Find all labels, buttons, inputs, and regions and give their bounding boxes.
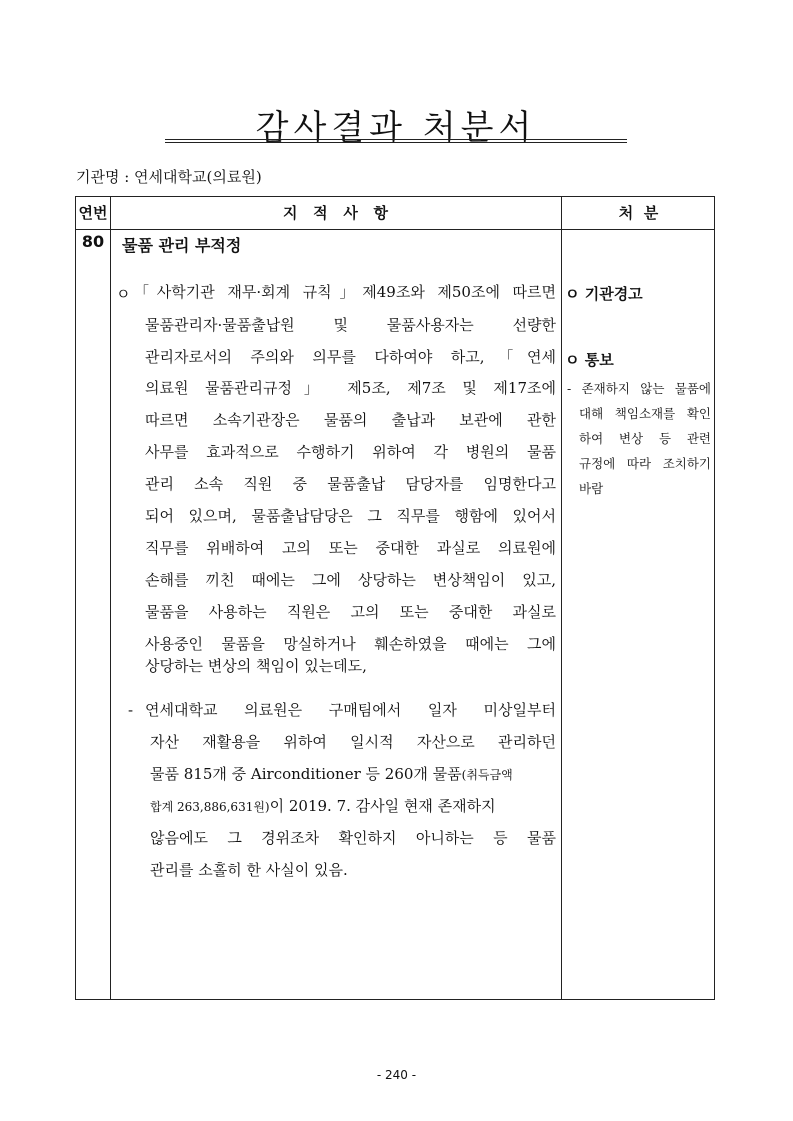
title-underline [165,139,627,143]
finding-text-small: 합계 263,886,631원) [150,800,270,814]
finding-line: 물품을 사용하는 직원은 고의 또는 중대한 과실로 [145,603,556,621]
disposition-note-line: 규정에 따라 조치하기 [579,456,711,471]
finding-heading: 물품 관리 부적정 [122,236,242,255]
finding-text: 물품 815개 중 Airconditioner 등 260개 물품 [150,765,462,783]
header-number: 연번 [78,204,108,222]
finding-line: 상당하는 변상의 책임이 있는데도, [145,657,367,675]
dash-mark: - [128,701,134,719]
row-number: 80 [81,232,105,251]
header-findings: 지 적 사 항 [283,204,388,222]
bullet-mark: ㅇ [116,285,131,303]
audit-table [75,196,715,1000]
disposition-note-line: 바람 [579,481,604,496]
finding-line: 관리를 소홀히 한 사실이 있음. [150,861,348,879]
institution-name: 기관명 : 연세대학교(의료원) [76,168,262,186]
finding-line [150,795,556,816]
finding-line: 관리 소속 직원 중 물품출납 담당자를 임명한다고 [145,475,556,493]
finding-line: 사용중인 물품을 망실하거나 훼손하였을 때에는 그에 [145,635,556,653]
finding-line: 물품관리자·물품출납원 및 물품사용자는 선량한 [145,316,556,334]
header-divider [76,229,714,230]
finding-line [150,763,556,784]
disposition-note-line: 대해 책임소재를 확인 [579,406,711,421]
disposition-note-line: - 존재하지 않는 물품에 [567,381,711,396]
finding-line: 「사학기관 재무·회계 규칙」제49조와 제50조에 따르면 [134,283,556,301]
finding-line: 되어 있으며, 물품출납담당은 그 직무를 행함에 있어서 [145,507,556,525]
finding-text: 이 2019. 7. 감사일 현재 존재하지 [269,797,496,815]
finding-line: 관리자로서의 주의와 의무를 다하여야 하고,「연세 [145,348,556,366]
finding-line: 않음에도 그 경위조차 확인하지 아니하는 등 물품 [150,829,556,847]
finding-text-small: (취득금액 [461,768,513,782]
header-disposition: 처 분 [618,204,659,222]
finding-line: 자산 재활용을 위하여 일시적 자산으로 관리하던 [150,733,556,751]
disposition-note-line: 하여 변상 등 관련 [579,431,711,446]
disposition-institution-warning: ㅇ 기관경고 [565,285,643,303]
disposition-notice: ㅇ 통보 [565,351,614,369]
finding-line: 사무를 효과적으로 수행하기 위하여 각 병원의 물품 [145,443,556,461]
page-title: 감사결과 처분서 [255,108,537,148]
finding-line: 의료원 물품관리규정」 제5조, 제7조 및 제17조에 [145,379,556,397]
column-divider [110,197,111,999]
finding-line: 따르면 소속기관장은 물품의 출납과 보관에 관한 [145,411,556,429]
finding-line: 손해를 끼친 때에는 그에 상당하는 변상책임이 있고, [145,571,556,589]
page-number: - 240 - [376,1068,417,1082]
finding-line: 직무를 위배하여 고의 또는 중대한 과실로 의료원에 [145,539,556,557]
finding-line: 연세대학교 의료원은 구매팀에서 일자 미상일부터 [145,701,556,719]
column-divider [561,197,562,999]
